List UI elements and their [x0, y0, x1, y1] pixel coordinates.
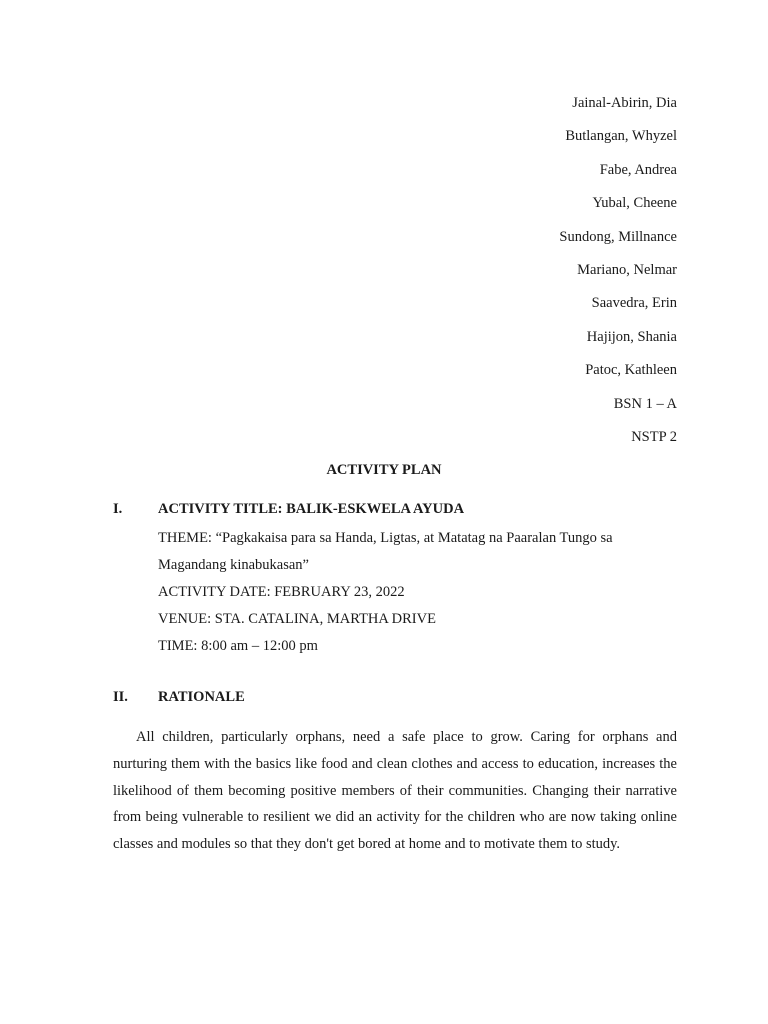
author-name: Mariano, Nelmar	[577, 261, 677, 278]
author-name: Patoc, Kathleen	[585, 362, 677, 379]
author-name: Jainal-Abirin, Dia	[572, 95, 677, 111]
author-name: Hajijon, Shania	[586, 328, 677, 345]
author-name: Yubal, Cheene	[592, 195, 677, 212]
author-name: Saavedra, Erin	[591, 295, 677, 312]
course-code: NSTP 2	[631, 428, 677, 445]
activity-theme: THEME: “Pagkakaisa para sa Handa, Ligtas, at Matatag na Paaralan Tungo sa Magandang kinabukasan”	[158, 530, 613, 573]
rationale-paragraph: All children, particularly orphans, need a safe place to grow. Caring for orphans and nurturing them with the basics like food and clean clothes and access to education, increases the likelihood of them becoming positive members of their communities. Changing their narrative from being vulnerable to resilient we did an activity for the children who are now taking online classes and modules so that they don't get bored at home and to motivate them to study.	[113, 729, 677, 853]
document-title: ACTIVITY PLAN	[326, 462, 442, 478]
section-title: RATIONALE	[158, 689, 245, 705]
activity-venue: VENUE: STA. CATALINA, MARTHA DRIVE	[158, 611, 436, 627]
section-number: I.	[113, 501, 123, 517]
section-heading-activity-title	[113, 498, 464, 520]
activity-date: ACTIVITY DATE: FEBRUARY 23, 2022	[158, 584, 405, 600]
activity-details	[158, 525, 678, 660]
author-list	[559, 92, 677, 459]
section-number: II.	[113, 689, 128, 705]
class-section: BSN 1 – A	[613, 395, 677, 412]
section-heading-rationale	[113, 686, 245, 708]
author-name: Fabe, Andrea	[599, 161, 677, 178]
section-title: ACTIVITY TITLE: BALIK-ESKWELA AYUDA	[158, 501, 465, 517]
author-name: Butlangan, Whyzel	[565, 128, 677, 145]
author-name: Sundong, Millnance	[559, 228, 677, 245]
activity-time: TIME: 8:00 am – 12:00 pm	[158, 638, 318, 654]
